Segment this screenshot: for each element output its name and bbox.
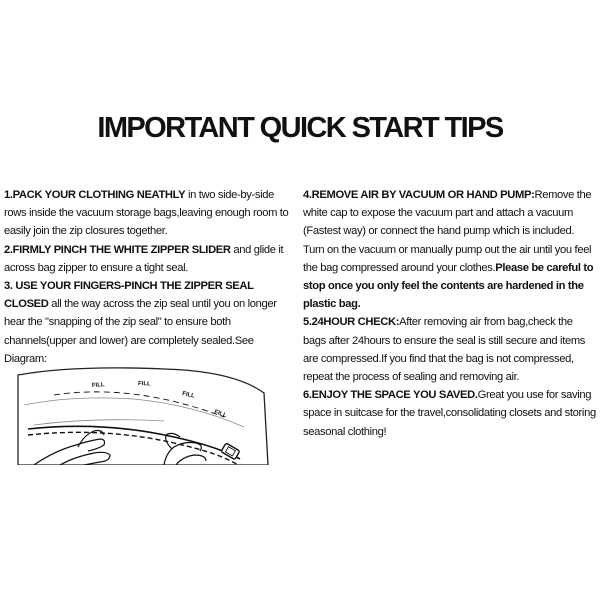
left-hand-illustration bbox=[34, 431, 110, 466]
tip-6-body: Great you use for saving space in suitcase for the travel,consolidating closets and storing seasonal clothing! bbox=[303, 389, 596, 438]
zipper-seal-upper bbox=[28, 426, 240, 459]
tip-6-heading: 6.ENJOY THE SPACE YOU SAVED. bbox=[303, 389, 478, 402]
fill-label-4: FILL bbox=[213, 409, 228, 420]
tip-5-heading: 5.24HOUR CHECK: bbox=[303, 316, 400, 329]
tip-3-heading: 3. USE YOUR FINGERS-PINCH THE ZIPPER SEAL CLOSED bbox=[4, 280, 254, 311]
tip-2 bbox=[4, 241, 296, 277]
tip-1-heading: 1.PACK YOUR CLOTHING NEATHLY bbox=[4, 189, 186, 201]
tip-4-body: Remove the white cap to expose the vacuum part and attach a vacuum (Fastest way) or connect the hand pump which is included. Turn on the vacuum or manually pump out the air until you feel the bag compressed around your clothes. bbox=[303, 189, 592, 274]
bag-fold-lines bbox=[24, 398, 244, 427]
fill-label-2: FILL bbox=[137, 381, 151, 388]
tip-5-body: After removing air from bag,check the bags after 24hours to ensure the seal is still secure and items are compressed.If you find that the bag is not compressed, repeat the process of sealing and removing air. bbox=[303, 316, 586, 384]
tip-6 bbox=[303, 386, 597, 441]
tip-3-body: all the way across the zip seal until you on longer hear the "snapping of the zip seal" to ensure both channels(upper and lower) are completely sealed.See Diagram: bbox=[4, 298, 277, 365]
tip-1 bbox=[4, 186, 296, 241]
tip-4-heading: 4.REMOVE AIR BY VACUUM OR HAND PUMP: bbox=[303, 189, 535, 201]
tip-4-emphasis: Please be careful to stop once you only feel the contents are hardened in the plastic bag. bbox=[303, 261, 594, 311]
fill-guide-line bbox=[54, 392, 224, 417]
page-title: IMPORTANT QUICK START TIPS bbox=[97, 112, 503, 144]
zipper-slider bbox=[221, 443, 240, 460]
tip-2-body: and glide it across bag zipper to ensure a tight seal. bbox=[4, 243, 284, 274]
tips-left-column bbox=[4, 186, 296, 368]
fill-label-3: FILL bbox=[181, 391, 196, 400]
tips-right-column bbox=[303, 186, 597, 441]
tip-2-heading: 2.FIRMLY PINCH THE WHITE ZIPPER SLIDER bbox=[4, 243, 231, 256]
tip-4 bbox=[303, 186, 597, 313]
tip-3 bbox=[4, 277, 296, 368]
zipper-seal-diagram bbox=[14, 365, 272, 465]
tip-1-body: in two side-by-side rows inside the vacuum storage bags,leaving enough room to easily join the zip closures together. bbox=[4, 189, 289, 238]
fill-label-1: FILL bbox=[91, 382, 105, 389]
tip-5 bbox=[303, 313, 597, 386]
